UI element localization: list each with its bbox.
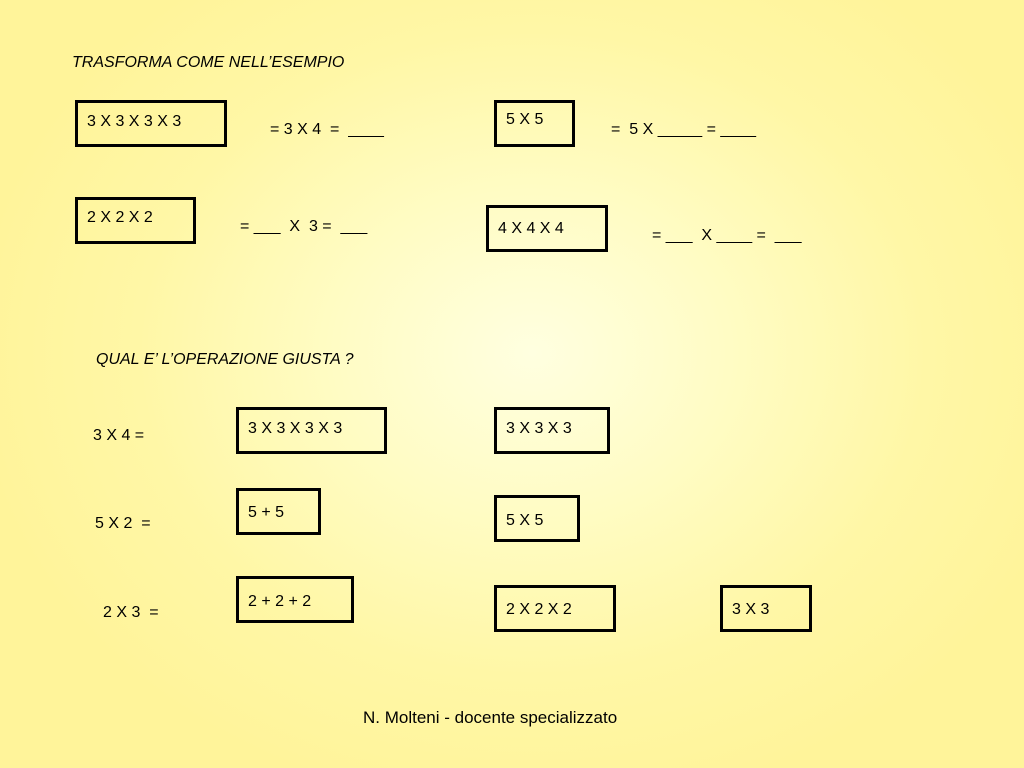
- exercise-box-4x4x4: 4 X 4 X 4: [486, 205, 608, 252]
- exercise-box-2x2x2: 2 X 2 X 2: [75, 197, 196, 244]
- example-box-3x3x3x3: 3 X 3 X 3 X 3: [75, 100, 227, 147]
- option-3x3x3[interactable]: 3 X 3 X 3: [494, 407, 610, 454]
- section2-heading: QUAL E’ L’OPERAZIONE GIUSTA ?: [96, 351, 354, 368]
- exercise-expression-2[interactable]: = 5 X _____ = ____: [611, 121, 757, 138]
- question-prompt-3: 2 X 3 =: [103, 604, 159, 621]
- question-prompt-2: 5 X 2 =: [95, 515, 151, 532]
- option-5-plus-5[interactable]: 5 + 5: [236, 488, 321, 535]
- section1-heading: TRASFORMA COME NELL’ESEMPIO: [72, 54, 345, 71]
- question-prompt-1: 3 X 4 =: [93, 427, 145, 444]
- exercise-expression-4[interactable]: = ___ X ____ = ___: [652, 227, 802, 244]
- option-3x3[interactable]: 3 X 3: [720, 585, 812, 632]
- exercise-box-5x5: 5 X 5: [494, 100, 575, 147]
- author-footer: N. Molteni - docente specializzato: [363, 708, 618, 727]
- option-2-plus-2-plus-2[interactable]: 2 + 2 + 2: [236, 576, 354, 623]
- option-2x2x2[interactable]: 2 X 2 X 2: [494, 585, 616, 632]
- option-5x5[interactable]: 5 X 5: [494, 495, 580, 542]
- option-3x3x3x3[interactable]: 3 X 3 X 3 X 3: [236, 407, 387, 454]
- example-expression-1: = 3 X 4 = ____: [270, 121, 384, 138]
- exercise-expression-3[interactable]: = ___ X 3 = ___: [240, 218, 368, 235]
